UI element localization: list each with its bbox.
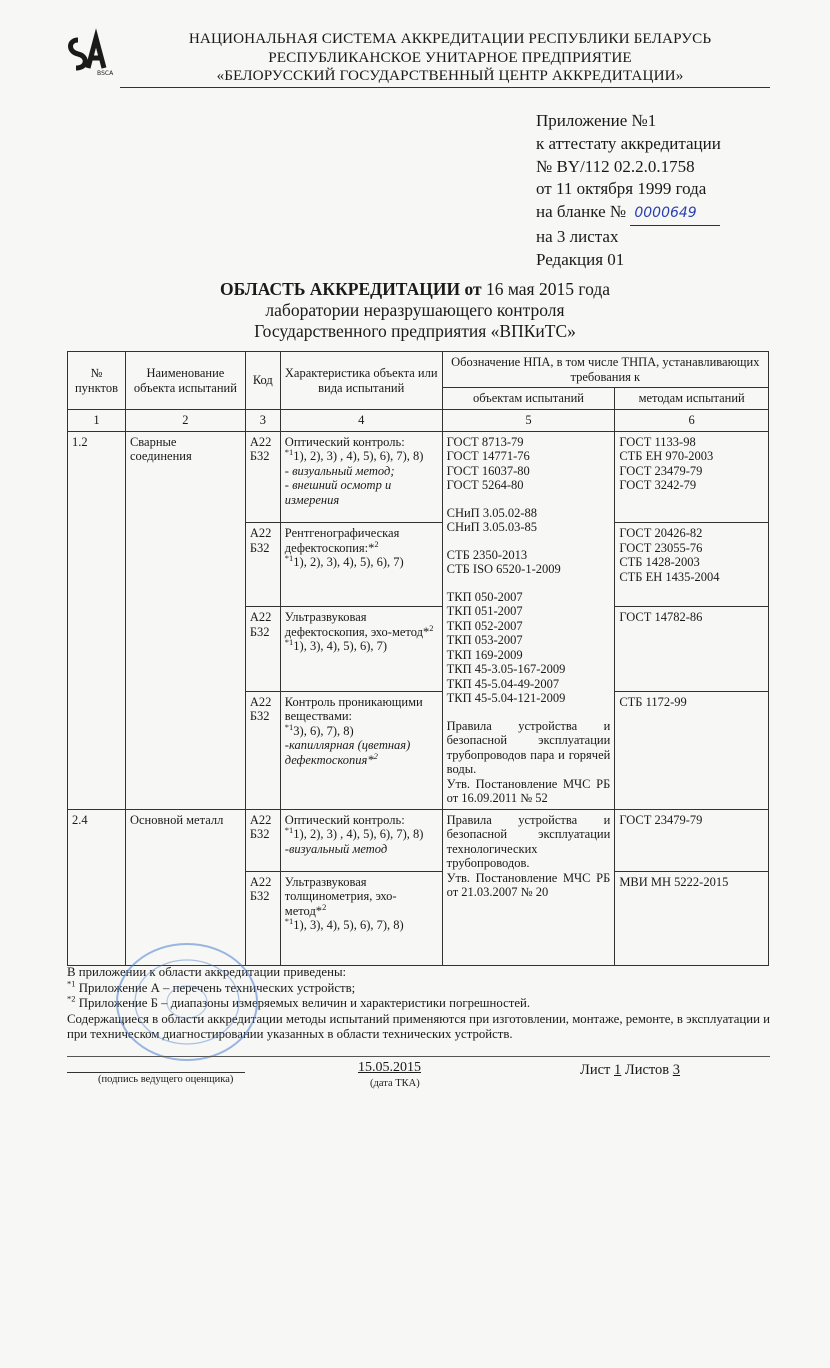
blank-number-handwritten: 0000649 [630,202,720,226]
header-rule [120,87,770,88]
standard-reference: ГОСТ 23479-79 [619,812,703,827]
col-number: 1 [68,410,126,432]
column-number-row [68,410,769,432]
standard-reference: ТКП 45-3.05-167-2009 [446,662,566,676]
characteristic-cell: Ультразвуковая дефектоскопия, эхо-метод*$^2$ $^{*1}$1), 3), 4), 5), 6), 7) [280,607,442,691]
header-col-5-6: Обозначение НПА, в том числе ТНПА, устанавливающих требования к [442,352,768,388]
sheet-number: 1 [614,1062,622,1078]
section-number: 2.4 [68,809,126,965]
object-name: Сварные соединения [125,431,245,809]
col-number: 2 [125,410,245,432]
tka-date: 15.05.2015 [358,1060,421,1075]
standard-reference: ГОСТ 1133-98 [619,434,696,449]
notes-intro: В приложении к области аккредитации приведены: [67,965,347,979]
logo-text: ВSCA [97,70,114,77]
sheets-total: 3 [672,1062,681,1078]
accreditation-table [67,351,769,966]
notes-methods-text: Содержащиеся в области аккредитации методы испытаний применяются при изготовлении, монтаже, ремонте, в эксплуатации и при техническом диагностировании указанных в области технических устройств. [67,1011,770,1042]
objects-standards-cell: ГОСТ 8713-79 ГОСТ 14771-76 ГОСТ 16037-80 ГОСТ 5264-80 СНиП 3.05.02-88 СНиП 3.05.03-85 СТБ 2350-2013 СТБ ISO 6520-1-2009 ТКП 050-2007 ТКП 051-2007 ТКП 052-2007 ТКП 053-2007 ТКП 169-2009 ТКП 45-3.05-167-2009 ТКП 45-5.04-49-2007 ТКП 45-5.04-121-2009 Правила устройства и безопасной эксплуатации трубопроводов пара и горячей воды. Утв. Постановление МЧС РБ от 16.09.2011 № 52 [442,431,615,809]
characteristic-cell: Контроль проникающими веществами: $^{*1}$3), 6), 7), 8) -капиллярная (цветная) дефектоскопия*$^2$ [280,691,442,809]
code-cell: А22 Б32 [245,809,280,871]
code-cell: А22 Б32 [245,871,280,965]
title-bold: ОБЛАСТЬ АККРЕДИТАЦИИ от [219,279,482,299]
methods-cell [615,523,769,607]
title-line-3: Государственного предприятия «ВПКиТС» [254,321,576,341]
standard-reference: ТКП 050-2007 [446,589,523,604]
standard-reference: ГОСТ 23055-76 [619,540,703,555]
official-stamp [112,940,262,1065]
header-line-1: НАЦИОНАЛЬНАЯ СИСТЕМА АККРЕДИТАЦИИ РЕСПУБЛИКИ БЕЛАРУСЬ [188,30,712,47]
standard-reference: СТБ 1428-2003 [619,555,700,570]
objects-standards-cell: Правила устройства и безопасной эксплуатации технологических трубопроводов. Утв. Постановление МЧС РБ от 21.03.2007 № 20 [442,809,615,965]
header-col-2: Наименование объекта испытаний [125,352,245,410]
standard-reference: ТКП 45-5.04-49-2007 [446,676,560,691]
certificate-date: от 11 октября 1999 года [536,179,707,199]
date-caption: (дата ТКА) [370,1078,420,1089]
standard-reference: ГОСТ 8713-79 [446,434,524,449]
standard-reference: ТКП 052-2007 [446,618,523,633]
characteristic-cell: Ультразвуковая толщинометрия, эхо-метод*$^2$ $^{*1}$1), 3), 4), 5), 6), 7), 8) [280,871,442,965]
sheet-count: на 3 листах [536,226,619,246]
standard-reference: ТКП 053-2007 [446,633,523,647]
standard-reference: МВИ МН 5222-2015 [619,874,729,889]
header-line-3: «БЕЛОРУССКИЙ ГОСУДАРСТВЕННЫЙ ЦЕНТР АККРЕДИТАЦИИ» [216,67,684,84]
col-number: 5 [442,410,615,432]
standard-reference: ГОСТ 14782-86 [619,610,703,625]
standard-reference: ГОСТ 14771-76 [446,449,530,463]
section-number: 1.2 [68,431,126,809]
table-row [68,809,769,871]
standard-reference: СТБ ISO 6520-1-2009 [446,562,561,576]
standard-reference: СНиП 3.05.03-85 [446,520,537,534]
header-col-3: Код [245,352,280,410]
characteristic-cell: Оптический контроль: $^{*1}$1), 2), 3) , 4), 5), 6), 7), 8) -визуальный метод [280,809,442,871]
document-title [0,279,830,342]
note-appendix-a: $^{*1}$ Приложение А – перечень технических устройств; [67,978,356,995]
title-line-2: лаборатории неразрушающего контроля [265,300,565,320]
methods-cell [615,871,769,965]
appendix-block [536,110,721,272]
methods-cell [615,809,769,871]
code-cell: А22 Б32 [245,523,280,607]
standard-reference: СТБ 2350-2013 [446,547,528,562]
blank-line: на бланке № 0000649 [536,201,721,226]
standard-reference: ТКП 45-5.04-121-2009 [446,691,566,705]
table-row [68,431,769,523]
header-col-5: объектам испытаний [442,388,615,410]
col-number: 4 [280,410,442,432]
revision: Редакция 01 [536,249,625,269]
header-col-1: № пунктов [68,352,126,410]
appendix-line: к аттестату аккредитации [536,133,721,153]
header-col-4: Характеристика объекта или вида испытаний [280,352,442,410]
characteristic-cell: Рентгенографическая дефектоскопия:*$^2$ $^{*1}$1), 2), 3), 4), 5), 6), 7) [280,523,442,607]
code-cell: А22 Б32 [245,431,280,523]
signature-caption: (подпись ведущего оценщика) [98,1074,234,1085]
footer-rule [67,1056,770,1057]
bsca-logo [64,32,114,78]
col-number: 6 [615,410,769,432]
sheet-info: Лист 1 Листов 3 [580,1062,681,1078]
standard-reference: ГОСТ 16037-80 [446,463,530,478]
header-col-6: методам испытаний [615,388,769,410]
col-number: 3 [245,410,280,432]
certificate-number: № BY/112 02.2.0.1758 [536,156,695,176]
standard-reference: ГОСТ 20426-82 [619,526,703,541]
methods-cell [615,691,769,809]
methods-cell [615,431,769,523]
code-cell: А22 Б32 [245,691,280,809]
organization-header [120,30,780,86]
standard-reference: СНиП 3.05.02-88 [446,505,537,520]
characteristic-cell: Оптический контроль: $^{*1}$1), 2), 3) , 4), 5), 6), 7), 8) - визуальный метод; - внешний осмотр и измерения [280,431,442,523]
standard-reference: ТКП 169-2009 [446,647,523,662]
standard-reference: ГОСТ 3242-79 [619,478,697,492]
standard-reference: СТБ 1172-99 [619,694,687,709]
standard-reference: СТБ ЕН 970-2003 [619,449,714,463]
object-name: Основной металл [125,809,245,965]
signature-line [67,1072,245,1073]
title-date: 16 мая 2015 года [481,279,611,299]
standard-reference: ГОСТ 5264-80 [446,478,524,492]
appendix-title: Приложение №1 [536,111,657,130]
standard-reference: СТБ ЕН 1435-2004 [619,569,720,584]
standard-reference: ТКП 051-2007 [446,604,523,618]
note-appendix-b: $^{*2}$ Приложение Б – диапазоны измеряемых величин и характеристики погрешностей. [67,993,531,1011]
standard-reference: ГОСТ 23479-79 [619,463,703,478]
code-cell: А22 Б32 [245,607,280,691]
header-line-2: РЕСПУБЛИКАНСКОЕ УНИТАРНОЕ ПРЕДПРИЯТИЕ [268,48,632,66]
methods-cell [615,607,769,691]
